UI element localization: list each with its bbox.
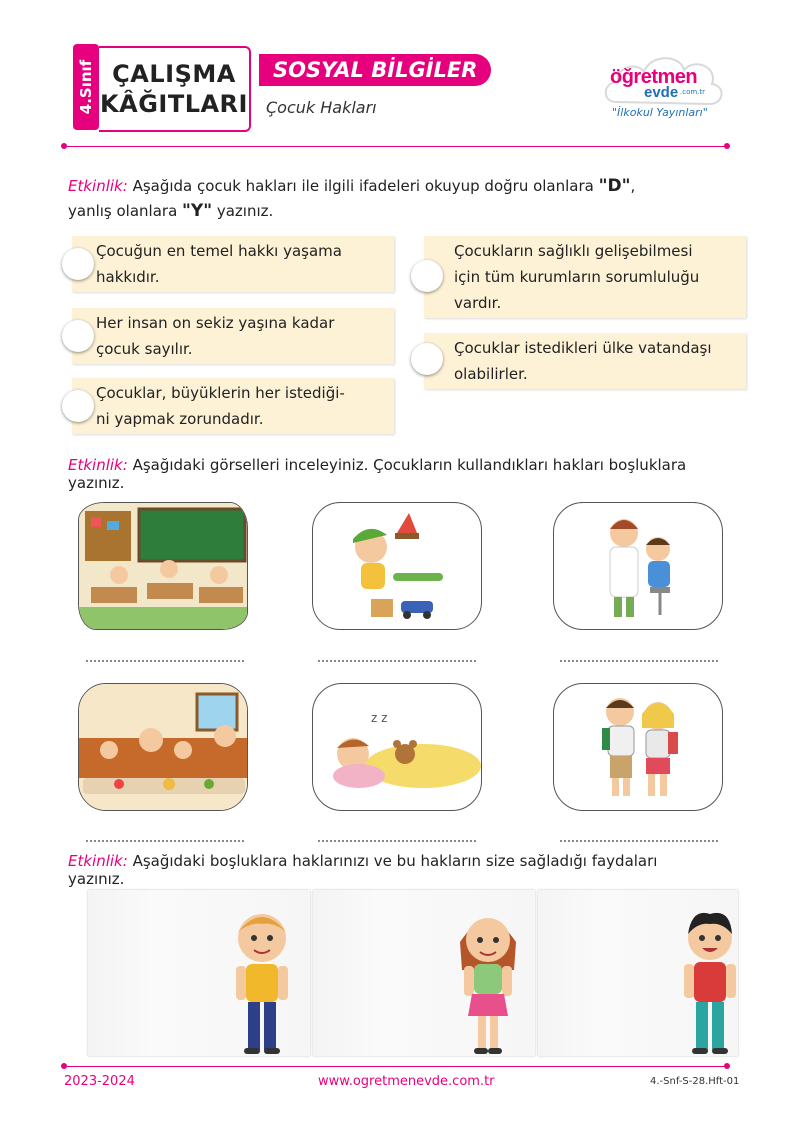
statement-card: Çocukların sağlıklı gelişebilmesi için tüm kurumların sorumluluğu vardır. — [424, 236, 746, 318]
answer-circle[interactable] — [411, 343, 443, 375]
girl-illustration — [448, 908, 528, 1058]
boy-2-illustration — [670, 908, 750, 1058]
worksheet-title — [99, 46, 251, 132]
doctor-checkup-image — [553, 502, 723, 630]
playing-child-image — [312, 502, 482, 630]
footer-url[interactable]: www.ogretmenevde.com.tr — [318, 1074, 495, 1089]
sleeping-child-image — [312, 683, 482, 811]
answer-line[interactable] — [560, 660, 718, 662]
children-walking-image — [553, 683, 723, 811]
grade-label: 4.Sınıf — [77, 59, 95, 115]
answer-line[interactable] — [86, 660, 244, 662]
header-divider — [64, 146, 727, 147]
answer-circle[interactable] — [62, 390, 94, 422]
logo-sub: evde — [644, 84, 679, 101]
answer-line[interactable] — [86, 840, 244, 842]
statement-card: Çocuklar, büyüklerin her istediği- ni yapmak zorundadır. — [72, 378, 394, 434]
footer-year: 2023-2024 — [64, 1074, 135, 1089]
svg-text:z z: z z — [371, 711, 388, 725]
answer-line[interactable] — [318, 840, 476, 842]
footer-code: 4.-Snf-S-28.Hft-01 — [650, 1076, 740, 1087]
answer-line[interactable] — [318, 660, 476, 662]
answer-line[interactable] — [560, 840, 718, 842]
activity-3-instructions: Etkinlik: Aşağıdaki boşluklara haklarınızı ve bu hakların size sağladığı faydaları yazınız. — [68, 852, 658, 888]
title-line-2: KÂĞITLARI — [100, 90, 248, 118]
activity-2-instructions: Etkinlik: Aşağıdaki görselleri inceleyiniz. Çocukların kullandıkları hakları boşluklara yazınız. — [68, 456, 687, 492]
classroom-image — [78, 502, 248, 630]
topic-title: Çocuk Hakları — [266, 98, 377, 117]
statement-card: Çocuklar istedikleri ülke vatandaşı olabilirler. — [424, 333, 746, 389]
answer-circle[interactable] — [62, 320, 94, 352]
family-meal-image — [78, 683, 248, 811]
footer-divider — [64, 1066, 727, 1067]
publisher-logo — [598, 44, 730, 128]
logo-main: öğretmen — [610, 66, 698, 88]
logo-domain: .com.tr — [680, 88, 706, 96]
subject-banner: SOSYAL BİLGİLER — [259, 54, 491, 86]
activity-label: Etkinlik: — [68, 177, 128, 195]
answer-circle[interactable] — [62, 248, 94, 280]
boy-illustration — [222, 908, 302, 1058]
title-line-1: ÇALIŞMA — [112, 60, 236, 88]
answer-circle[interactable] — [411, 260, 443, 292]
activity-1-instructions: Etkinlik: Aşağıda çocuk hakları ile ilgili ifadeleri okuyup doğru olanlara "D", yanlış olanlara "Y" yazınız. — [68, 176, 636, 221]
logo-tagline: "İlkokul Yayınları" — [612, 106, 708, 119]
statement-card: Çocuğun en temel hakkı yaşama hakkıdır. — [72, 236, 394, 292]
statement-card: Her insan on sekiz yaşına kadar çocuk sayılır. — [72, 308, 394, 364]
grade-tab — [73, 44, 99, 130]
